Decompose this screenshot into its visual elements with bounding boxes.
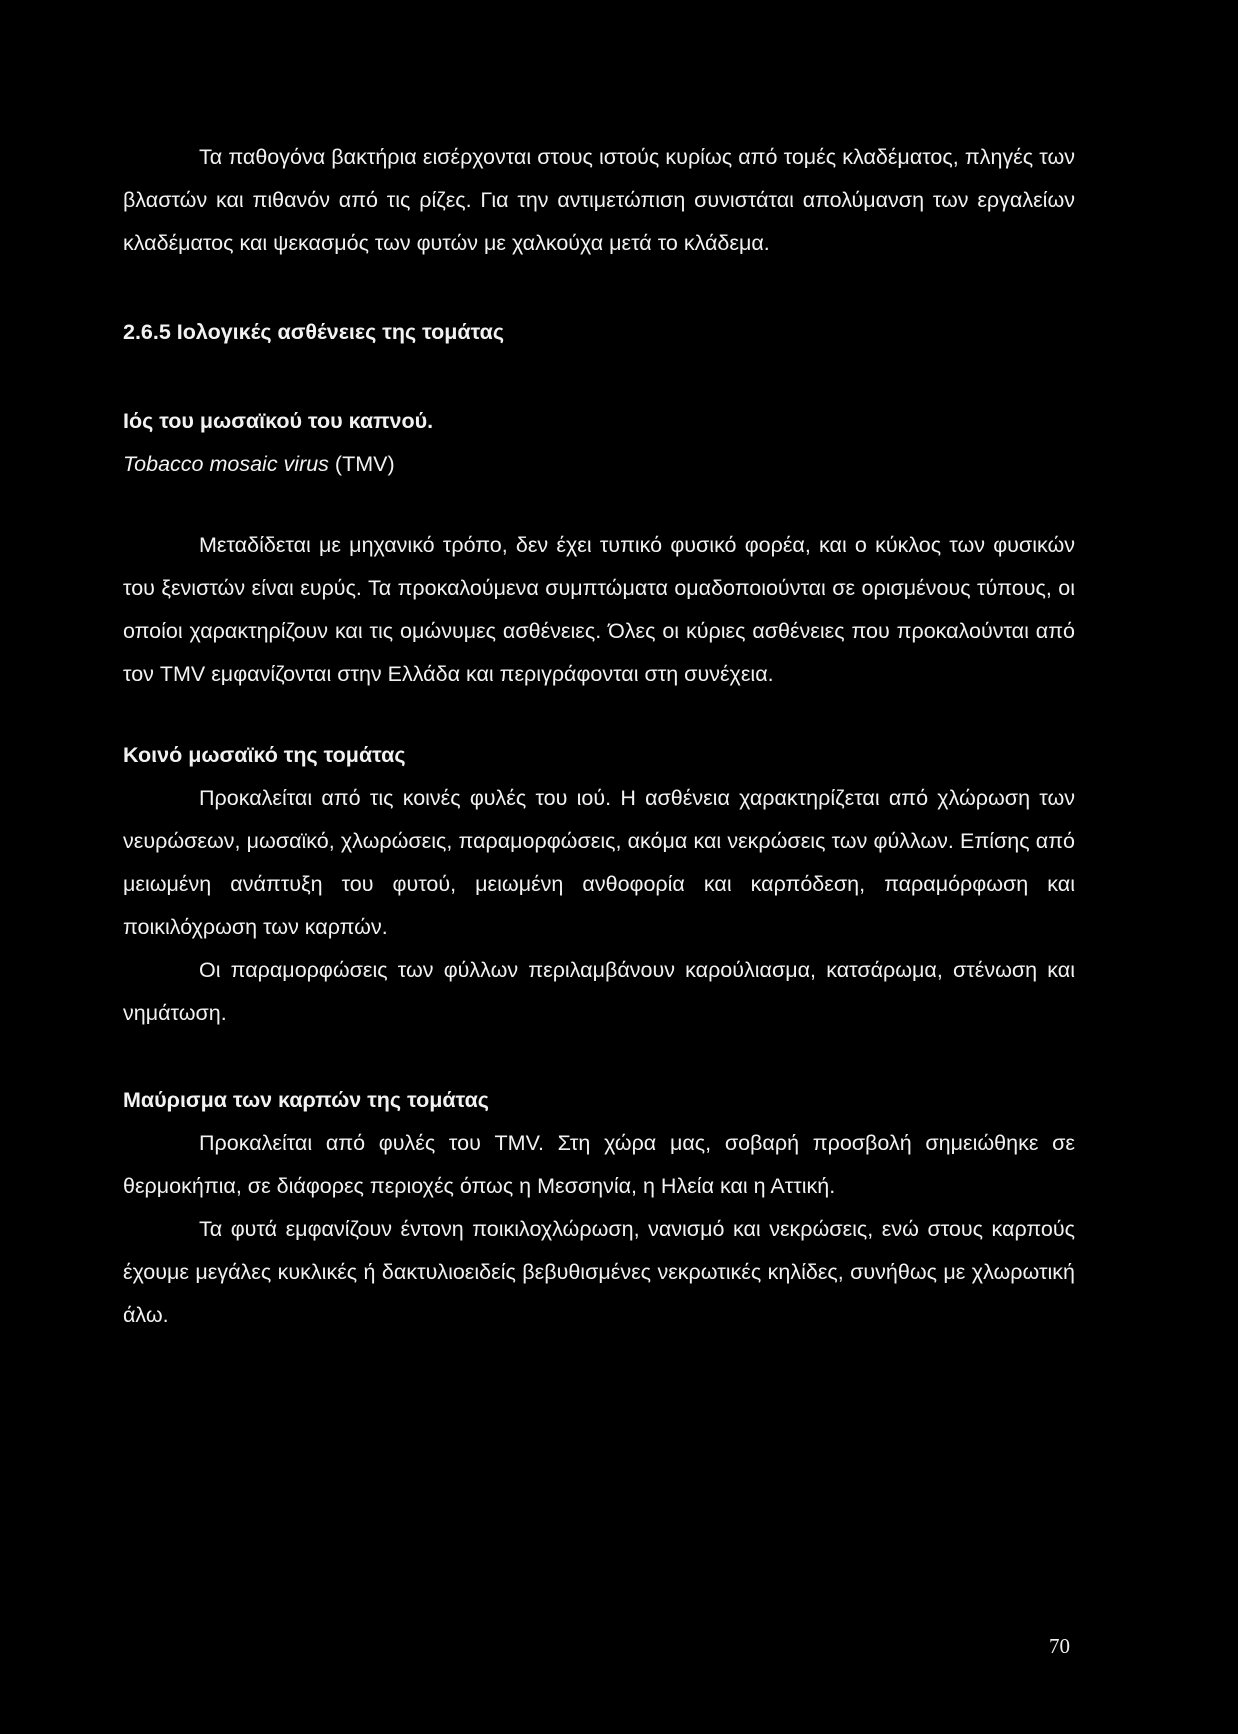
document-page [123, 136, 1075, 1337]
common-mosaic-paragraph-2: Οι παραμορφώσεις των φύλλων περιλαμβάνουν καρούλιασμα, κατσάρωμα, στένωση και νημάτωση. [123, 958, 1075, 1025]
tmv-latin-name: Tobacco mosaic virus [123, 452, 329, 476]
fruit-blackening-title: Μαύρισμα των καρπών της τομάτας [123, 1088, 489, 1112]
intro-paragraph: Τα παθογόνα βακτήρια εισέρχονται στους ιστούς κυρίως από τομές κλαδέματος, πληγές των βλαστών και πιθανόν από τις ρίζες. Για την αντιμετώπιση συνιστάται απολύμανση των εργαλείων κλαδέματος και ψεκασμός των φυτών με χαλκούχα μετά το κλάδεμα. [123, 145, 1075, 255]
tmv-title: Ιός του μωσαϊκού του καπνού. [123, 409, 434, 433]
fruit-blackening-paragraph-1: Προκαλείται από φυλές του TMV. Στη χώρα μας, σοβαρή προσβολή σημειώθηκε σε θερμοκήπια, σε διάφορες περιοχές όπως η Μεσσηνία, η Ηλεία και η Αττική. [123, 1131, 1075, 1198]
tmv-scientific-name [123, 443, 1075, 486]
tmv-description: Μεταδίδεται με μηχανικό τρόπο, δεν έχει τυπικό φυσικό φορέα, και ο κύκλος των φυσικών του ξενιστών είναι ευρύς. Τα προκαλούμενα συμπτώματα ομαδοποιούνται σε ορισμένους τύπους, οι οποίοι χαρακτηρίζουν και τις ομώνυμες ασθένειες. Όλες οι κύριες ασθένειες που προκαλούνται από τον TMV εμφανίζονται στην Ελλάδα και περιγράφονται στη συνέχεια. [123, 533, 1075, 686]
section-heading: 2.6.5 Ιολογικές ασθένειες της τομάτας [123, 320, 505, 344]
common-mosaic-paragraph-1: Προκαλείται από τις κοινές φυλές του ιού. Η ασθένεια χαρακτηρίζεται από χλώρωση των νευρώσεων, μωσαϊκό, χλωρώσεις, παραμορφώσεις, ακόμα και νεκρώσεις των φύλλων. Επίσης από μειωμένη ανάπτυξη του φυτού, μειωμένη ανθοφορία και καρπόδεση, παραμόρφωση και ποικιλόχρωση των καρπών. [123, 786, 1075, 939]
common-mosaic-title: Κοινό μωσαϊκό της τομάτας [123, 743, 406, 767]
page-number: 70 [1049, 1634, 1070, 1658]
tmv-abbrev: (TMV) [328, 452, 395, 476]
fruit-blackening-paragraph-2: Τα φυτά εμφανίζουν έντονη ποικιλοχλώρωση, νανισμό και νεκρώσεις, ενώ στους καρπούς έχουμε μεγάλες κυκλικές ή δακτυλιοειδείς βεβυθισμένες νεκρωτικές κηλίδες, συνήθως με χλωρωτική άλω. [123, 1217, 1075, 1327]
